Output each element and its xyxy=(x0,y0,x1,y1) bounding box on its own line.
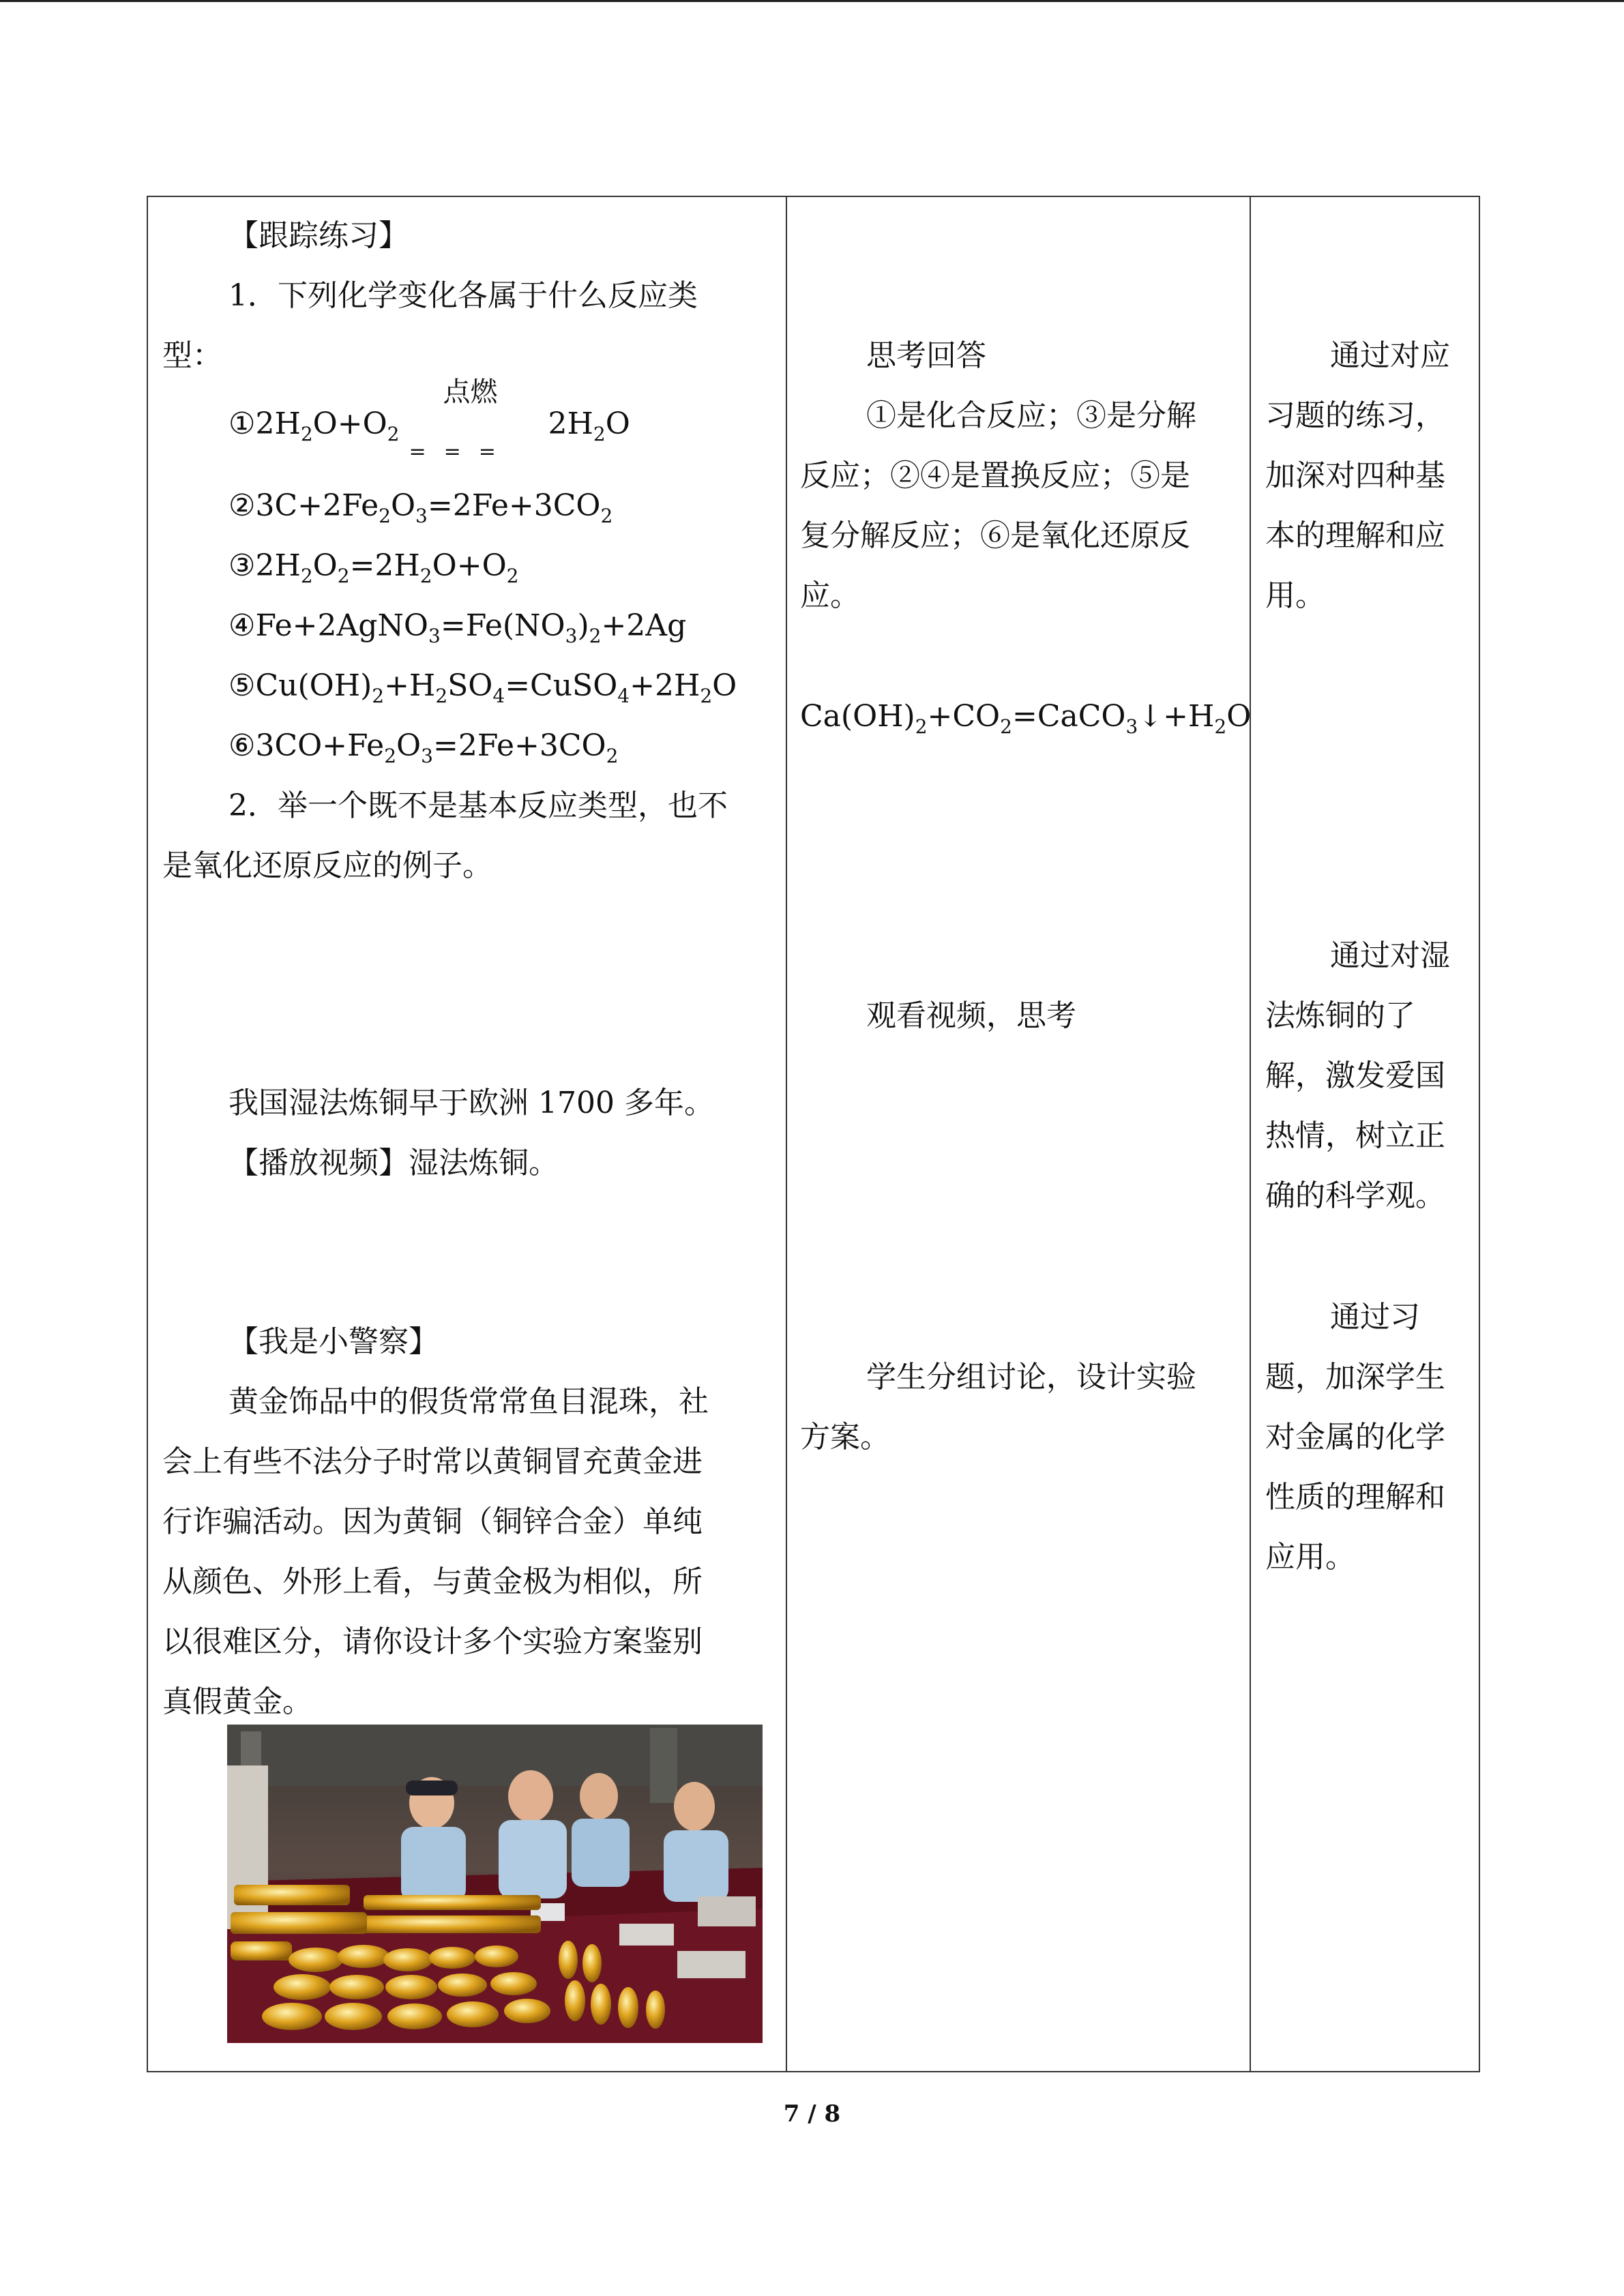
police-line-2: 会上有些不法分子时常以黄铜冒充黄金进 xyxy=(162,1444,703,1479)
page-top-rule xyxy=(0,0,1624,2)
purpose-2-line-5: 确的科学观。 xyxy=(1265,1178,1445,1213)
answer-line-4: 应。 xyxy=(800,578,860,613)
video-line xyxy=(228,1133,559,1193)
question-2-line-1: 2．举一个既不是基本反应类型，也不 xyxy=(228,788,728,823)
answer-line-2: 反应；②④是置换反应；⑤是 xyxy=(800,458,1190,493)
heading-police: 【我是小警察】 xyxy=(228,1324,439,1359)
video-tag: 【播放视频】 xyxy=(228,1146,409,1180)
example-reaction: $Ca(OH)_2+CO_2=CaCO_3↓+H_2O$ xyxy=(800,699,1252,738)
police-line-6: 真假黄金。 xyxy=(162,1684,312,1719)
question-2-line-2: 是氧化还原反应的例子。 xyxy=(162,848,492,883)
group-line-2: 方案。 xyxy=(800,1420,890,1455)
reaction-5: $⑤Cu(OH)_2+H_2SO_4=CuSO_4+2H_2O$ xyxy=(228,668,737,707)
answer-line-1: ①是化合反应；③是分解 xyxy=(866,398,1196,433)
column-divider-2 xyxy=(1250,197,1251,2071)
purpose-2-line-3: 解，激发爱国 xyxy=(1265,1058,1445,1093)
column-divider-1 xyxy=(786,197,787,2071)
reaction-6-prefix: ⑥ xyxy=(228,728,256,763)
purpose-1-line-2: 习题的练习， xyxy=(1265,398,1445,433)
question-1-line-2: 型： xyxy=(162,338,222,373)
reaction-2-prefix: ② xyxy=(228,488,256,523)
reaction-condition-equals xyxy=(409,376,539,464)
page-number: 7 / 8 xyxy=(783,2100,841,2128)
answer-line-3: 复分解反应；⑥是氧化还原反 xyxy=(800,518,1190,553)
police-line-5: 以很难区分，请你设计多个实验方案鉴别 xyxy=(162,1624,703,1659)
group-line-1: 学生分组讨论，设计实验 xyxy=(866,1360,1196,1395)
purpose-1-line-1: 通过对应 xyxy=(1330,338,1450,373)
purpose-3-line-5: 应用。 xyxy=(1265,1540,1355,1575)
reaction-1: $①2H_2O+O_2$ 点燃 === $2H_2O$ xyxy=(228,394,630,454)
reaction-4-prefix: ④ xyxy=(228,608,256,643)
video-title: 湿法炼铜。 xyxy=(409,1146,559,1180)
gold-inspection-photo xyxy=(227,1725,763,2043)
reaction-5-prefix: ⑤ xyxy=(228,668,256,703)
police-line-1: 黄金饰品中的假货常常鱼目混珠，社 xyxy=(228,1384,709,1419)
reaction-3-prefix: ③ xyxy=(228,548,256,583)
reaction-1-prefix: ① xyxy=(228,406,256,441)
reaction-3: $③2H_2O_2=2H_2O+O_2$ xyxy=(228,548,519,587)
purpose-3-line-4: 性质的理解和 xyxy=(1265,1480,1445,1515)
precipitate-arrow-icon: ↓ xyxy=(1138,699,1164,734)
purpose-3-line-3: 对金属的化学 xyxy=(1265,1420,1445,1455)
think-answer: 思考回答 xyxy=(866,338,986,373)
purpose-2-line-1: 通过对湿 xyxy=(1330,938,1450,973)
watch-video: 观看视频，思考 xyxy=(866,998,1076,1033)
police-line-3: 行诈骗活动。因为黄铜（铜锌合金）单纯 xyxy=(162,1504,703,1539)
purpose-2-line-2: 法炼铜的了 xyxy=(1265,998,1415,1033)
purpose-3-line-1: 通过习 xyxy=(1330,1300,1420,1335)
heading-practice: 【跟踪练习】 xyxy=(228,218,409,253)
reaction-4: $④Fe+2AgNO_3=Fe(NO_3)_2+2Ag$ xyxy=(228,608,687,647)
reaction-6: $⑥3CO+Fe_2O_3=2Fe+3CO_2$ xyxy=(228,728,619,767)
question-1-line-1: 1．下列化学变化各属于什么反应类 xyxy=(228,278,698,313)
purpose-1-line-3: 加深对四种基 xyxy=(1265,458,1445,493)
purpose-1-line-4: 本的理解和应 xyxy=(1265,518,1445,553)
purpose-2-line-4: 热情，树立正 xyxy=(1265,1118,1445,1153)
reaction-2: $②3C+2Fe_2O_3=2Fe+3CO_2$ xyxy=(228,488,613,527)
police-line-4: 从颜色、外形上看，与黄金极为相似，所 xyxy=(162,1564,703,1599)
purpose-1-line-5: 用。 xyxy=(1265,578,1325,613)
purpose-3-line-2: 题，加深学生 xyxy=(1265,1360,1445,1395)
equals-signs: === xyxy=(409,439,514,464)
intro-copper: 我国湿法炼铜早于欧洲 1700 多年。 xyxy=(228,1086,714,1120)
reaction-condition-label: 点燃 xyxy=(443,376,498,408)
